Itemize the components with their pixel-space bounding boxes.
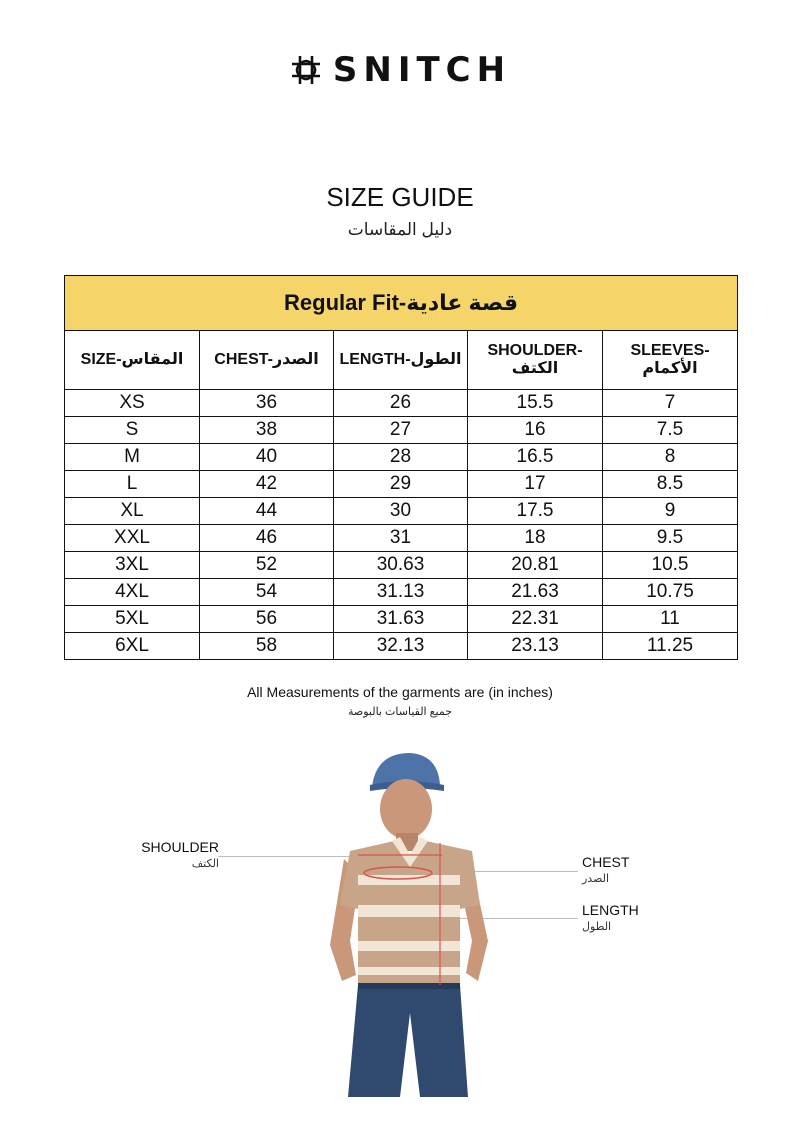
column-header: SHOULDER-الكتف bbox=[468, 331, 603, 390]
table-cell: 29 bbox=[334, 471, 468, 498]
shoulder-label-arabic: الكتف bbox=[191, 858, 219, 870]
table-cell: 28 bbox=[334, 444, 468, 471]
table-cell: 58 bbox=[200, 633, 334, 660]
table-cell: 8 bbox=[603, 444, 738, 471]
shoulder-label: SHOULDER bbox=[141, 839, 219, 855]
page-title-arabic: دليل المقاسات bbox=[347, 220, 453, 239]
table-row bbox=[65, 471, 738, 498]
shoulder-callout bbox=[133, 839, 219, 873]
table-cell: 18 bbox=[468, 525, 603, 552]
measurement-note: All Measurements of the garments are (in inches) bbox=[247, 684, 553, 700]
column-headers bbox=[65, 331, 738, 390]
table-cell: 21.63 bbox=[468, 579, 603, 606]
table-cell: 31.13 bbox=[334, 579, 468, 606]
table-cell: 54 bbox=[200, 579, 334, 606]
length-label: LENGTH bbox=[582, 902, 639, 918]
measurement-note-arabic: جميع القياسات بالبوصة bbox=[347, 706, 453, 718]
table-cell: M bbox=[65, 444, 200, 471]
table-cell: 32.13 bbox=[334, 633, 468, 660]
table-cell: 26 bbox=[334, 390, 468, 417]
table-row bbox=[65, 606, 738, 633]
table-row bbox=[65, 579, 738, 606]
table-cell: 16 bbox=[468, 417, 603, 444]
column-header: SLEEVES-الأكمام bbox=[603, 331, 738, 390]
table-cell: 5XL bbox=[65, 606, 200, 633]
table-row bbox=[65, 390, 738, 417]
table-cell: 56 bbox=[200, 606, 334, 633]
table-row bbox=[65, 498, 738, 525]
table-cell: 17.5 bbox=[468, 498, 603, 525]
table-cell: 8.5 bbox=[603, 471, 738, 498]
table-cell: 46 bbox=[200, 525, 334, 552]
table-cell: 23.13 bbox=[468, 633, 603, 660]
table-cell: 27 bbox=[334, 417, 468, 444]
table-cell: 4XL bbox=[65, 579, 200, 606]
table-cell: 9 bbox=[603, 498, 738, 525]
length-label-arabic: الطول bbox=[582, 921, 612, 933]
page-title: SIZE GUIDE bbox=[326, 182, 474, 212]
brand-name: SNITCH bbox=[332, 50, 512, 90]
table-cell: 30.63 bbox=[334, 552, 468, 579]
table-cell: 11 bbox=[603, 606, 738, 633]
table-cell: XS bbox=[65, 390, 200, 417]
table-cell: 44 bbox=[200, 498, 334, 525]
chest-callout bbox=[582, 854, 629, 888]
column-header: SIZE-المقاس bbox=[65, 331, 200, 390]
table-cell: 17 bbox=[468, 471, 603, 498]
table-cell: XXL bbox=[65, 525, 200, 552]
chest-label: CHEST bbox=[582, 854, 630, 870]
length-callout bbox=[582, 902, 639, 936]
table-row bbox=[65, 417, 738, 444]
table-cell: 3XL bbox=[65, 552, 200, 579]
table-cell: 40 bbox=[200, 444, 334, 471]
table-cell: 42 bbox=[200, 471, 334, 498]
table-cell: 36 bbox=[200, 390, 334, 417]
table-cell: 11.25 bbox=[603, 633, 738, 660]
table-cell: 10.75 bbox=[603, 579, 738, 606]
table-cell: 6XL bbox=[65, 633, 200, 660]
fit-header: Regular Fit-قصة عادية bbox=[65, 276, 738, 331]
table-cell: 20.81 bbox=[468, 552, 603, 579]
size-table-body bbox=[65, 390, 738, 660]
table-cell: 31 bbox=[334, 525, 468, 552]
column-header: LENGTH-الطول bbox=[334, 331, 468, 390]
table-cell: 15.5 bbox=[468, 390, 603, 417]
table-cell: 16.5 bbox=[468, 444, 603, 471]
table-cell: 7.5 bbox=[603, 417, 738, 444]
table-cell: XL bbox=[65, 498, 200, 525]
size-table bbox=[64, 275, 738, 660]
table-cell: 9.5 bbox=[603, 525, 738, 552]
table-cell: 10.5 bbox=[603, 552, 738, 579]
table-cell: 38 bbox=[200, 417, 334, 444]
table-cell: 30 bbox=[334, 498, 468, 525]
table-cell: 31.63 bbox=[334, 606, 468, 633]
table-cell: L bbox=[65, 471, 200, 498]
chest-label-arabic: الصدر bbox=[582, 873, 610, 885]
table-row bbox=[65, 444, 738, 471]
table-row bbox=[65, 552, 738, 579]
table-cell: 52 bbox=[200, 552, 334, 579]
table-cell: 22.31 bbox=[468, 606, 603, 633]
table-row bbox=[65, 525, 738, 552]
brand-logo bbox=[0, 50, 800, 90]
column-header: CHEST-الصدر bbox=[200, 331, 334, 390]
model-illustration bbox=[320, 745, 500, 1105]
table-cell: S bbox=[65, 417, 200, 444]
table-row bbox=[65, 633, 738, 660]
table-cell: 7 bbox=[603, 390, 738, 417]
snitch-mark-icon bbox=[289, 53, 323, 87]
